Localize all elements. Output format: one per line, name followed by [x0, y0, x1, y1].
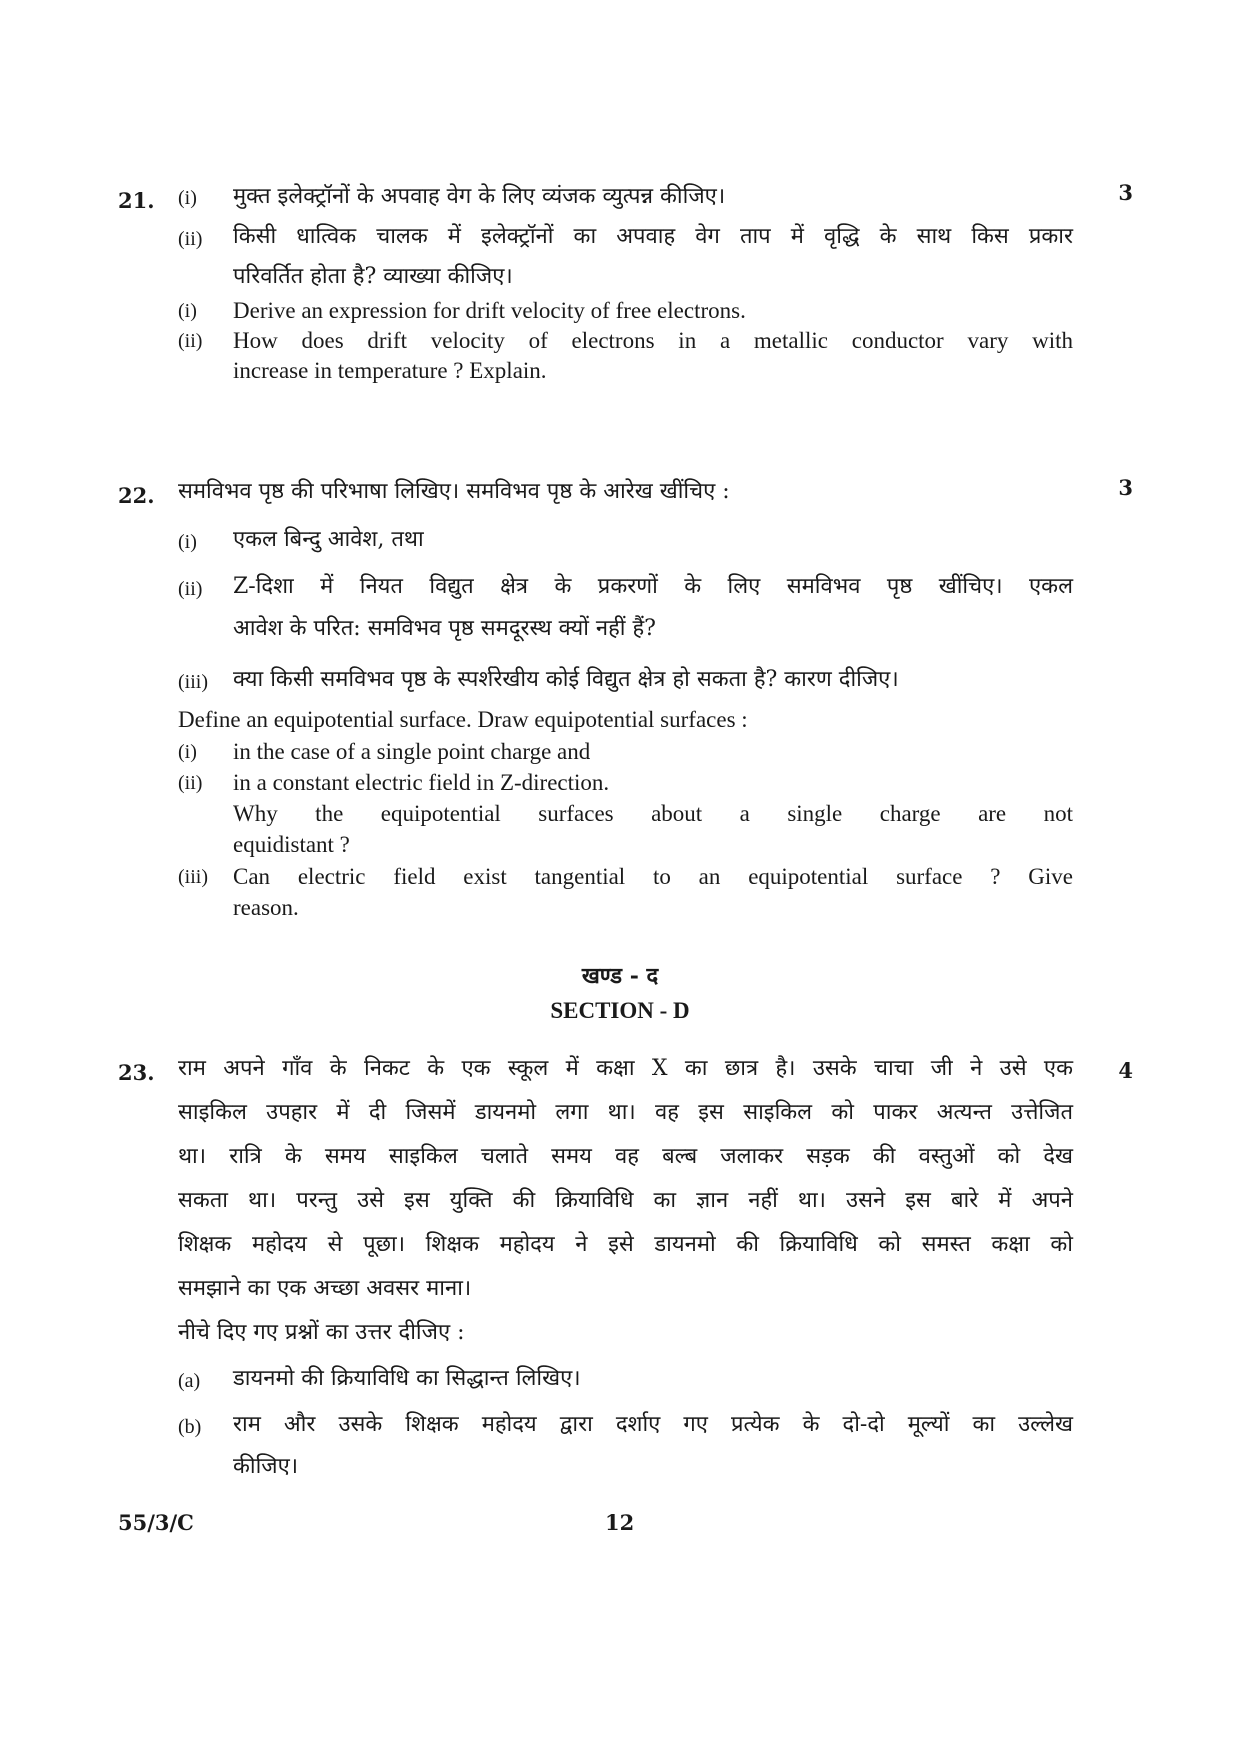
part-text: एकल बिन्दु आवेश, तथा [233, 527, 424, 552]
part-text-line2: कीजिए। [233, 1454, 299, 1479]
part-label: (i) [178, 741, 197, 763]
part-text-line2: increase in temperature ? Explain. [233, 358, 547, 383]
part-label: (ii) [178, 228, 203, 250]
part-text: क्या किसी समविभव पृष्ठ के स्पर्शरेखीय कोई विद्युत क्षेत्र हो सकता है? कारण दीजिए। [233, 667, 899, 692]
part-text-line2: परिवर्तित होता है? व्याख्या कीजिए। [233, 264, 513, 289]
en-part-i [178, 739, 1073, 771]
marks: 3 [1118, 475, 1133, 500]
paragraph-line-5: शिक्षक महोदय से पूछा। शिक्षक महोदय ने इसे डायनमो की क्रियाविधि को समस्त कक्षा को [178, 1232, 1073, 1257]
part-label: (i) [178, 300, 197, 322]
section-title-english: SECTION - D [550, 998, 690, 1023]
part-text-line1: किसी धात्विक चालक में इलेक्ट्रॉनों का अपवाह वेग ताप में वृद्धि के साथ किस प्रकार [233, 224, 1073, 249]
part-text-line1: Can electric field exist tangential to an equipotential surface ? Give [233, 864, 1073, 889]
question-23 [118, 1052, 1133, 1482]
question-22 [118, 475, 1133, 945]
part-b [178, 1408, 1073, 1488]
page-number: 12 [605, 1510, 635, 1535]
hi-part-iii [178, 663, 1073, 699]
question-21 [118, 180, 1133, 390]
part-label: (i) [178, 187, 197, 209]
hi-part-i [178, 523, 1073, 559]
paper-code: 55/3/C [118, 1510, 194, 1535]
part-text-line1: राम और उसके शिक्षक महोदय द्वारा दर्शाए गए प्रत्येक के दो-दो मूल्यों का उल्लेख [233, 1412, 1073, 1437]
en-part-ii [178, 328, 1073, 390]
paragraph-line-4: सकता था। परन्तु उसे इस युक्ति की क्रियाविधि का ज्ञान नहीं था। उसने इस बारे में अपने [178, 1188, 1073, 1213]
en-part-i [178, 298, 1073, 330]
part-label: (b) [178, 1416, 202, 1438]
question-number: 22. [118, 483, 155, 508]
paragraph-line-2: साइकिल उपहार में दी जिसमें डायनमो लगा था। वह इस साइकिल को पाकर अत्यन्त उत्तेजित [178, 1100, 1073, 1125]
part-text-line1: How does drift velocity of electrons in a metallic conductor vary with [233, 328, 1073, 353]
paragraph-line-6: समझाने का एक अच्छा अवसर माना। [178, 1276, 472, 1301]
hi-intro: समविभव पृष्ठ की परिभाषा लिखिए। समविभव पृष्ठ के आरेख खींचिए : [178, 479, 730, 504]
hi-part-ii [178, 220, 1073, 300]
part-a [178, 1362, 1073, 1398]
question-number: 23. [118, 1060, 155, 1085]
part-text: डायनमो की क्रियाविधि का सिद्धान्त लिखिए। [233, 1366, 581, 1391]
part-text: मुक्त इलेक्ट्रॉनों के अपवाह वेग के लिए व्यंजक व्युत्पन्न कीजिए। [233, 184, 726, 209]
part-label: (ii) [178, 772, 203, 794]
section-title-hindi: खण्ड - द [581, 963, 659, 989]
hi-part-ii [178, 570, 1073, 650]
part-text-why-line2: equidistant ? [233, 832, 350, 857]
en-intro: Define an equipotential surface. Draw equipotential surfaces : [178, 707, 748, 732]
marks: 3 [1118, 180, 1133, 205]
part-text-line2: आवेश के परित: समविभव पृष्ठ समदूरस्थ क्यों नहीं हैं? [233, 616, 656, 641]
instruction: नीचे दिए गए प्रश्नों का उत्तर दीजिए : [178, 1320, 465, 1345]
part-text-line2: reason. [233, 895, 299, 920]
paragraph-line-3: था। रात्रि के समय साइकिल चलाते समय वह बल्ब जलाकर सड़क की वस्तुओं को देख [178, 1144, 1073, 1169]
paragraph-line-1: राम अपने गाँव के निकट के एक स्कूल में कक्षा X का छात्र है। उसके चाचा जी ने उसे एक [178, 1056, 1073, 1081]
part-text: in the case of a single point charge and [233, 739, 591, 764]
part-text-why-line1: Why the equipotential surfaces about a single charge are not [233, 801, 1073, 826]
part-label: (ii) [178, 330, 203, 352]
part-label: (iii) [178, 866, 208, 888]
en-part-ii [178, 770, 1073, 864]
part-label: (i) [178, 531, 197, 553]
hi-part-i [178, 180, 1073, 216]
part-label: (iii) [178, 671, 208, 693]
part-text: in a constant electric field in Z-direction. [233, 770, 610, 795]
part-text: Derive an expression for drift velocity of free electrons. [233, 298, 746, 323]
part-text-line1: Z-दिशा में नियत विद्युत क्षेत्र के प्रकरणों के लिए समविभव पृष्ठ खींचिए। एकल [233, 574, 1073, 599]
part-label: (ii) [178, 578, 203, 600]
en-part-iii [178, 864, 1073, 926]
marks: 4 [1118, 1058, 1133, 1083]
question-number: 21. [118, 188, 155, 213]
part-label: (a) [178, 1370, 201, 1392]
